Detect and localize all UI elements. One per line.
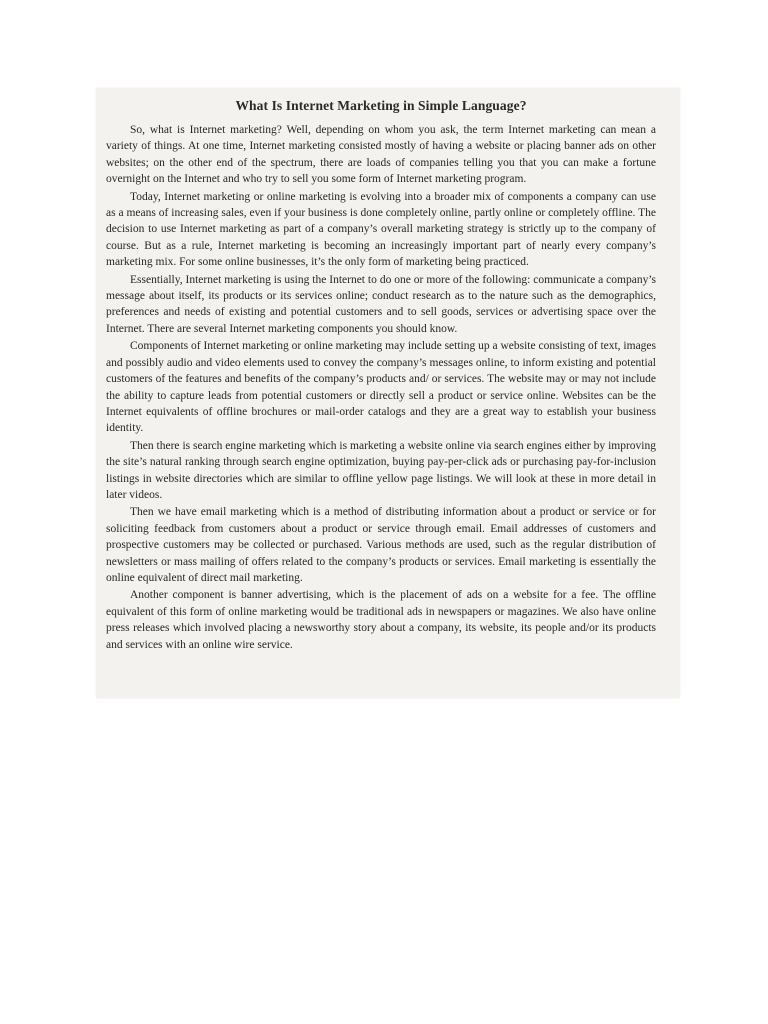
paragraph: Another component is banner advertising, which is the placement of ads on a website for a fee. The offline equivalent of this form of online marketing would be traditional ads in newspapers or magazines. We also have online press releases which involved placing a newsworthy story about a company, its website, its people and/or its products and services with an online wire service.	[106, 589, 656, 651]
document-title: What Is Internet Marketing in Simple Language?	[235, 98, 527, 113]
paragraph: Essentially, Internet marketing is using the Internet to do one or more of the following: communicate a company’s message about itself, its products or its services online; conduct research as to the nature such as the demographics, preferences and needs of existing and potential customers and to sell goods, services or advertising space over the Internet. There are several Internet marketing components you should know.	[106, 273, 656, 335]
paragraph: Then there is search engine marketing which is marketing a website online via search engines either by improving the site’s natural ranking through search engine optimization, buying pay-per-click ads or purchasing pay-for-inclusion listings in website directories which are similar to offline yellow page listings. We will look at these in more detail in later videos.	[106, 439, 656, 501]
paragraph: Then we have email marketing which is a method of distributing information about a product or service or for soliciting feedback from customers about a product or service through email. Email addresses of customers and prospective customers may be collected or purchased. Various methods are used, such as the regular distribution of newsletters or mass mailing of offers related to the company’s products or services. Email marketing is essentially the online equivalent of direct mail marketing.	[106, 506, 656, 584]
paragraph: Today, Internet marketing or online marketing is evolving into a broader mix of components a company can use as a means of increasing sales, even if your business is done completely online, partly online or completely offline. The decision to use Internet marketing as part of a company’s overall marketing strategy is strictly up to the company of course. But as a rule, Internet marketing is becoming an increasingly important part of nearly every company’s marketing mix. For some online businesses, it’s the only form of marketing being practiced.	[106, 190, 656, 269]
scanned-page	[96, 88, 680, 698]
paragraph: Components of Internet marketing or online marketing may include setting up a website consisting of text, images and possibly audio and video elements used to convey the company’s messages online, to inform existing and potential customers of the features and benefits of the company’s products and/ or services. The website may or may not include the ability to capture leads from potential customers or directly sell a product or service online. Websites can be the Internet equivalents of offline brochures or mail-order catalogs and they are a great way to establish your business identity.	[106, 340, 657, 435]
paragraph: So, what is Internet marketing? Well, depending on whom you ask, the term Internet marketing can mean a variety of things. At one time, Internet marketing consisted mostly of having a website or placing banner ads on other websites; on the other end of the spectrum, there are loads of companies telling you that you can make a fortune overnight on the Internet and who try to sell you some form of Internet marketing program.	[106, 124, 656, 186]
